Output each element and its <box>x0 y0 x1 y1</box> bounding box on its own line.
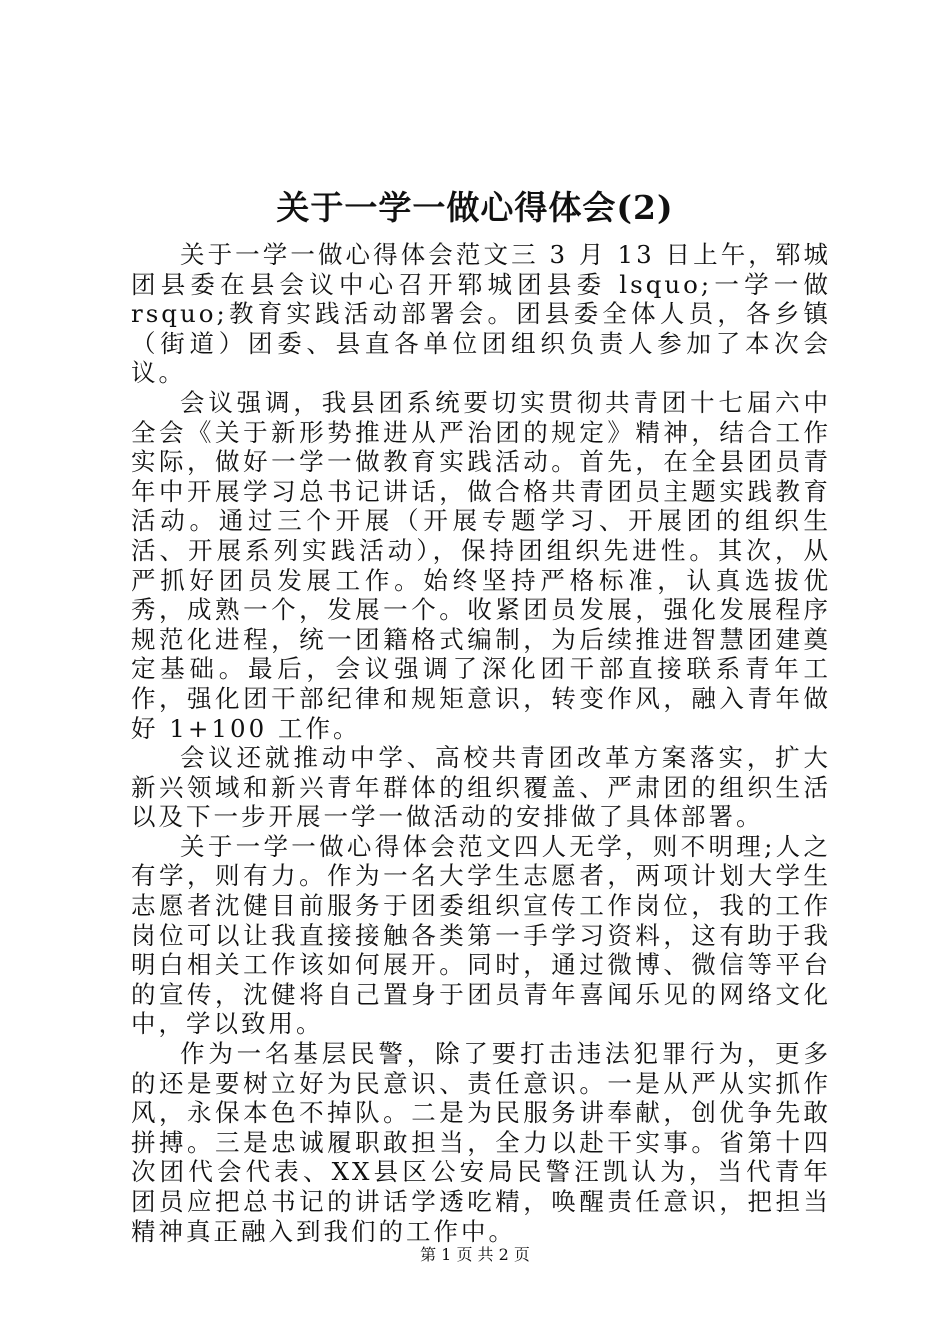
document-body <box>131 240 831 1246</box>
paragraph-5: 作为一名基层民警，除了要打击违法犯罪行为，更多的还是要树立好为民意识、责任意识。一是从严从实抓作风，永保本色不掉队。二是为民服务讲奉献，创优争先敢拼搏。三是忠诚履职敢担当，全力以赴干实事。省第十四次团代会代表、XX县区公安局民警汪凯认为，当代青年团员应把总书记的讲话学透吃精，唤醒责任意识，把担当精神真正融入到我们的工作中。 <box>131 1039 831 1246</box>
paragraph-2: 会议强调，我县团系统要切实贯彻共青团十七届六中全会《关于新形势推进从严治团的规定》精神，结合工作实际，做好一学一做教育实践活动。首先，在全县团员青年中开展学习总书记讲话，做合格共青团员主题实践教育活动。通过三个开展（开展专题学习、开展团的组织生活、开展系列实践活动），保持团组织先进性。其次，从严抓好团员发展工作。始终坚持严格标准，认真选拔优秀，成熟一个，发展一个。收紧团员发展，强化发展程序规范化进程，统一团籍格式编制，为后续推进智慧团建奠定基础。最后，会议强调了深化团干部直接联系青年工作，强化团干部纪律和规矩意识，转变作风，融入青年做好 1+100 工作。 <box>131 387 831 743</box>
document-title: 关于一学一做心得体会(2) <box>276 188 674 227</box>
paragraph-4: 关于一学一做心得体会范文四人无学，则不明理;人之有学，则有力。作为一名大学生志愿者，两项计划大学生志愿者沈健目前服务于团委组织宣传工作岗位，我的工作岗位可以让我直接接触各类第一手学习资料，这有助于我明白相关工作该如何展开。同时，通过微博、微信等平台的宣传，沈健将自己置身于团员青年喜闻乐见的网络文化中，学以致用。 <box>131 831 831 1039</box>
paragraph-1: 关于一学一做心得体会范文三 3 月 13 日上午，郓城团县委在县会议中心召开郓城团县委 lsquo;一学一做 rsquo;教育实践活动部署会。团县委全体人员，各乡镇（街道）团委、县直各单位团组织负责人参加了本次会议。 <box>131 240 831 388</box>
paragraph-3: 会议还就推动中学、高校共青团改革方案落实，扩大新兴领域和新兴青年群体的组织覆盖、严肃团的组织生活以及下一步开展一学一做活动的安排做了具体部署。 <box>131 743 831 832</box>
page-footer: 第 1 页 共 2 页 <box>420 1245 530 1264</box>
